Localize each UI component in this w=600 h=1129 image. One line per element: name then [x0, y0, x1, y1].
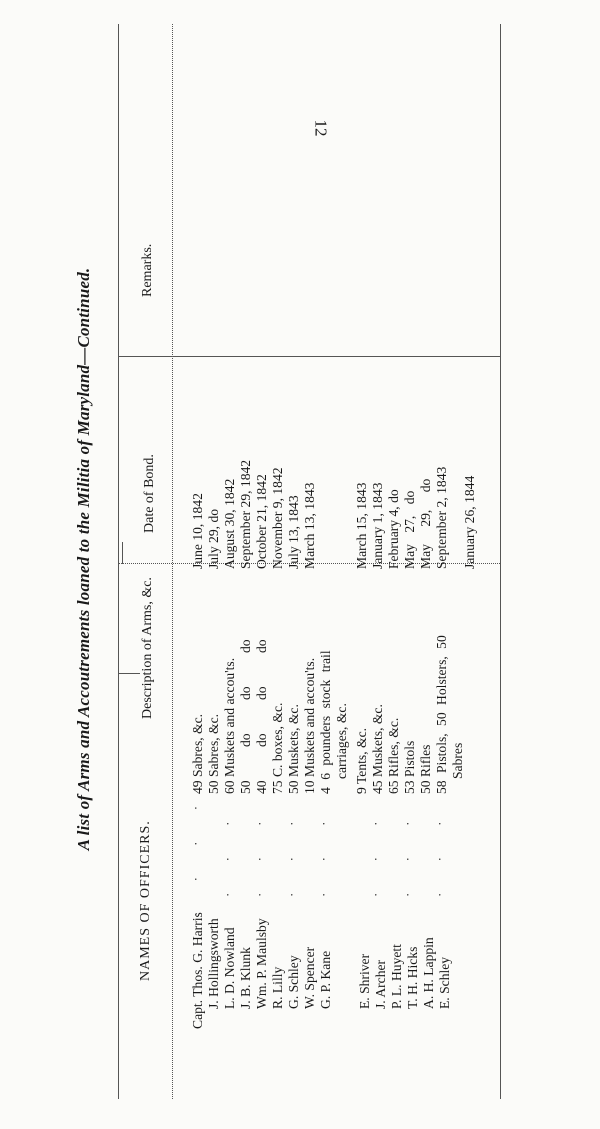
officer-name: W. Spencer [302, 946, 317, 1009]
bond-date: September 29, 1842 [238, 459, 253, 569]
leader-dots: · · · [368, 807, 383, 897]
officer-name: Wm. P. Maulsby [254, 918, 269, 1009]
arms-description: 4 6 pounders stock trail [318, 650, 333, 794]
officer-name: J. B. Klunk [238, 947, 253, 1009]
officer-name: A. H. Lappin [421, 937, 436, 1009]
bond-date: May 29, do [418, 478, 433, 569]
table-bottom-rule [500, 24, 501, 1099]
leader-dots: · · · [252, 807, 267, 897]
bond-date: July 29, do [206, 508, 221, 569]
page-title: A list of Arms and Accoutrements loaned to the Militia of Maryland—Continued. [74, 267, 93, 851]
bond-date: November 9, 1842 [270, 467, 285, 569]
arms-description-continuation: carriages, &c. [334, 703, 349, 779]
officer-name: J. Archer [373, 959, 388, 1009]
bond-date: September 2, 1843 [434, 466, 449, 569]
leader-dots: · · · [432, 807, 447, 897]
table-top-rule [118, 24, 119, 1099]
arms-description: 65 Rifles, &c. [386, 717, 401, 794]
bond-date: August 30, 1842 [222, 478, 237, 569]
arms-description: 40 do do do [254, 639, 269, 794]
officer-name: E. Shriver [357, 953, 372, 1009]
officer-name: R. Lilly [270, 966, 285, 1009]
officer-name: T. H. Hicks [405, 946, 420, 1009]
bond-date: June 10, 1842 [190, 493, 205, 569]
bond-date: February 4, do [386, 489, 401, 569]
date-header-rule [122, 542, 123, 564]
arms-description-continuation: Sabres [450, 742, 465, 779]
officer-name: E. Schley [437, 956, 452, 1009]
arms-description: 75 C. boxes, &c. [270, 702, 285, 794]
arms-description: 50 Muskets, &c. [286, 704, 301, 794]
header-bottom-rule [172, 24, 173, 1099]
officer-name: J. Hollingsworth [206, 918, 221, 1009]
bond-date: July 13, 1843 [286, 495, 301, 569]
header-description: Description of Arms, &c. [140, 577, 155, 719]
officer-name: L. D. Nowland [222, 927, 237, 1009]
leader-dots: · · · · [188, 791, 203, 917]
header-date: Date of Bond. [142, 454, 157, 533]
leader-dots: · · · [284, 807, 299, 897]
leader-dots: · · · [220, 807, 235, 897]
leader-dots: · · · [400, 807, 415, 897]
bond-date: May 27, do [402, 490, 417, 569]
officer-name: Capt. Thos. G. Harris [190, 912, 205, 1029]
arms-description: 50 do do do [238, 639, 253, 794]
page-number: 12 [311, 119, 331, 137]
arms-description: 50 Sabres, &c. [206, 713, 221, 794]
officer-name: G. Schley [286, 955, 301, 1009]
column-divider-date [118, 356, 500, 357]
bond-date: January 26, 1844 [462, 475, 477, 569]
arms-description: 53 Pistols [402, 740, 417, 794]
arms-description: 10 Muskets and accou'ts. [302, 657, 317, 794]
arms-description: 9 Tents, &c. [354, 727, 369, 794]
header-remarks: Remarks. [140, 243, 155, 297]
officer-name: G. P. Kane [318, 950, 333, 1009]
bond-date: October 21, 1842 [254, 474, 269, 569]
bond-date: March 15, 1843 [354, 482, 369, 569]
leader-dots: · · · [316, 807, 331, 897]
arms-description: 49 Sabres, &c. [190, 713, 205, 794]
arms-description: 58 Pistols, 50 Holsters, 50 [434, 635, 449, 794]
bond-date: January 1, 1843 [370, 482, 385, 569]
header-names: NAMES OF OFFICERS. [138, 820, 153, 981]
officer-name: P. L. Huyett [389, 944, 404, 1009]
column-divider-names [118, 673, 140, 674]
arms-description: 50 Rifles [418, 744, 433, 794]
arms-description: 60 Muskets and accou'ts. [222, 657, 237, 794]
bond-date: March 13, 1843 [302, 482, 317, 569]
arms-description: 45 Muskets, &c. [370, 704, 385, 794]
